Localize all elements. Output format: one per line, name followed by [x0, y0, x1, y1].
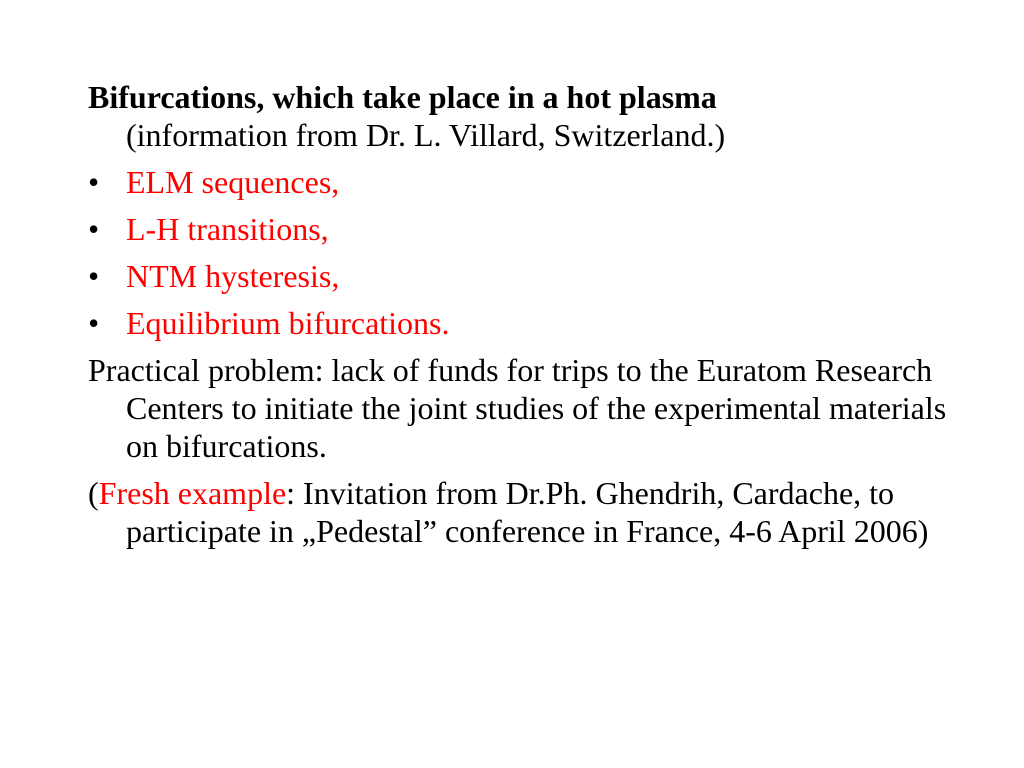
practical-problem-paragraph	[88, 351, 968, 465]
bullet-icon: •	[88, 164, 100, 200]
slide-content	[88, 78, 968, 559]
bullet-list	[88, 163, 968, 342]
heading-title: Bifurcations, which take place in a hot plasma	[88, 79, 717, 115]
bullet-text: ELM sequences,	[126, 164, 340, 200]
list-item	[88, 210, 968, 248]
bullet-text: NTM hysteresis,	[126, 258, 340, 294]
list-item	[88, 257, 968, 295]
example-highlight: Fresh example	[98, 475, 287, 511]
bullet-icon: •	[88, 258, 100, 294]
heading-paragraph	[88, 78, 968, 154]
example-open-paren: (	[88, 475, 99, 511]
bullet-text: L-H transitions,	[126, 211, 329, 247]
practical-problem-text: Practical problem: lack of funds for trips to the Euratom Research Centers to initiate the joint studies of the experimental materials on bifurcations.	[88, 352, 947, 464]
list-item	[88, 304, 968, 342]
bullet-icon: •	[88, 305, 100, 341]
list-item	[88, 163, 968, 201]
bullet-icon: •	[88, 211, 100, 247]
example-paragraph	[88, 474, 968, 550]
example-text: : Invitation from Dr.Ph. Ghendrih, Cardache, to participate in „Pedestal” conference in France, 4-6 April 2006)	[126, 475, 929, 549]
heading-subtitle: (information from Dr. L. Villard, Switzerland.)	[126, 117, 726, 153]
bullet-text: Equilibrium bifurcations.	[126, 305, 450, 341]
